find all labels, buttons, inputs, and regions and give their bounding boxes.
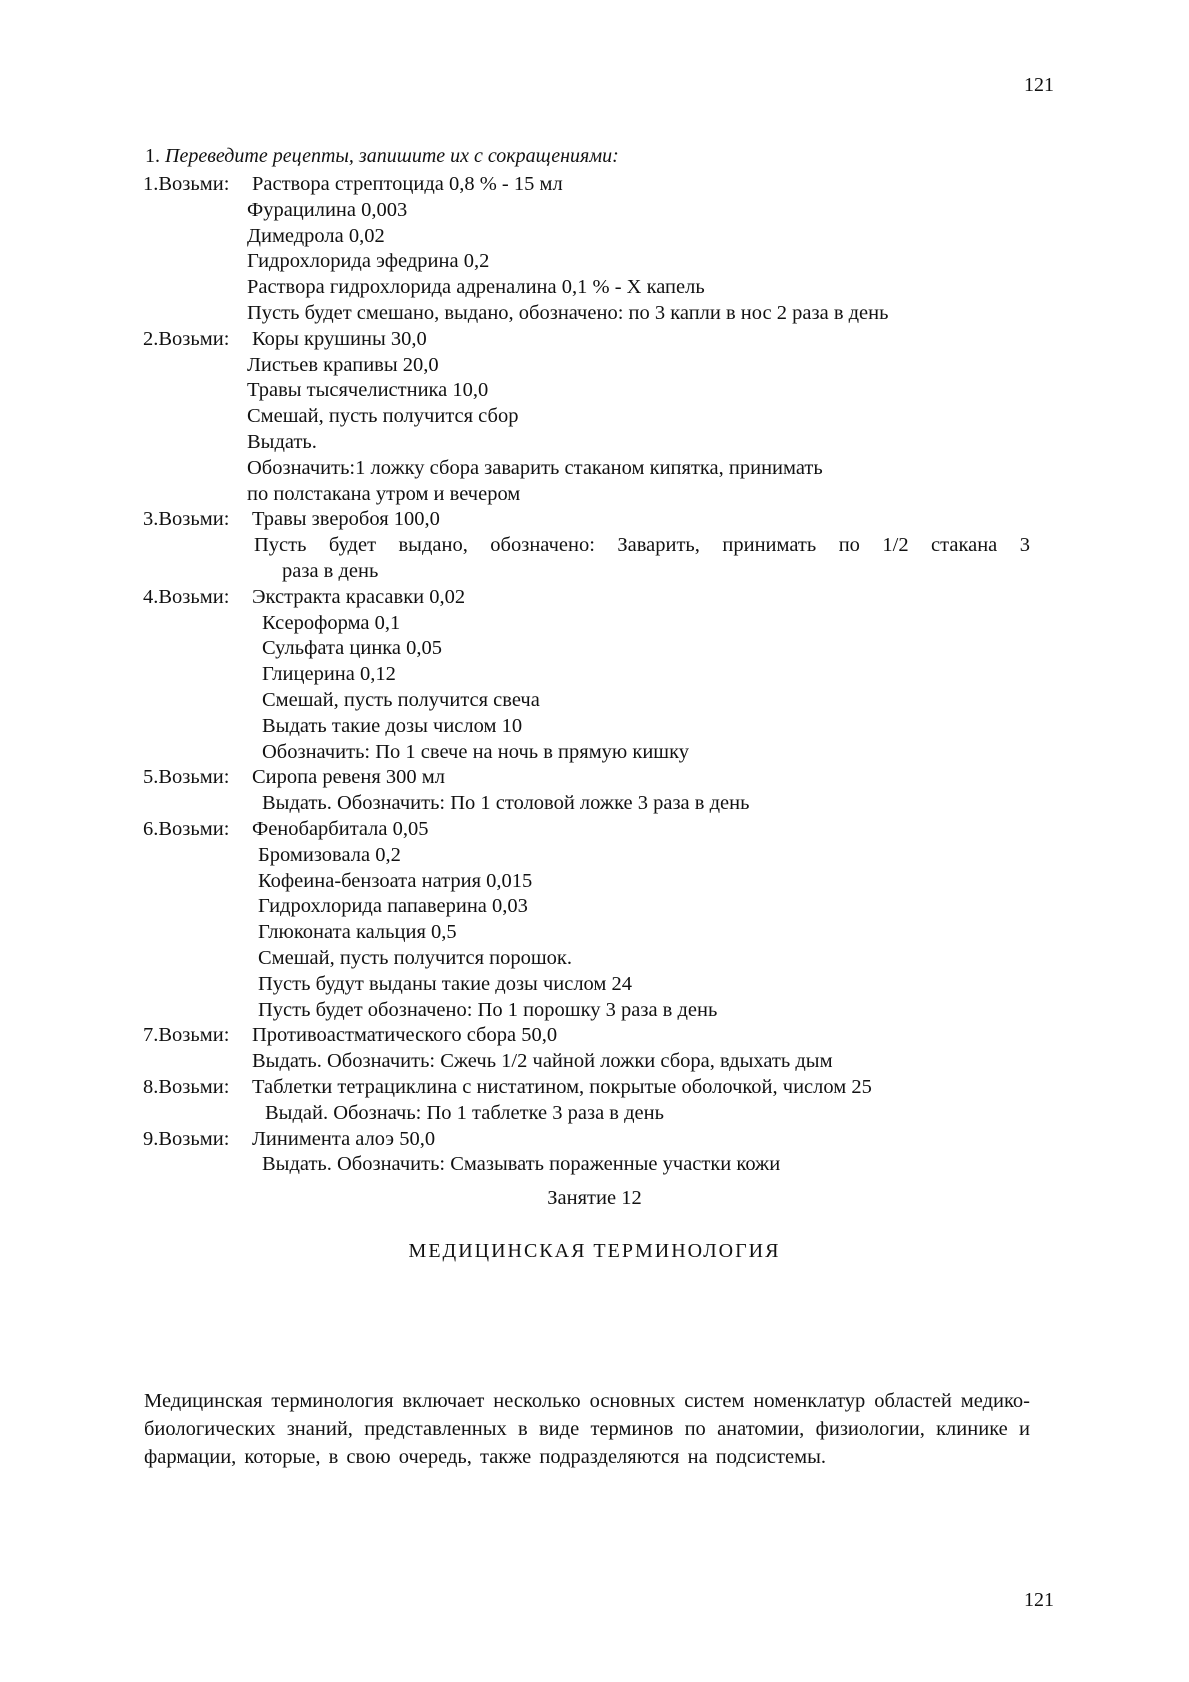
recipe-label: 5.Возьми:: [143, 766, 230, 789]
recipe-line: Гидрохлорида папаверина 0,03: [258, 895, 528, 918]
recipe-label: 1.Возьми:: [143, 173, 230, 195]
recipe-line: по полстакана утром и вечером: [247, 482, 521, 505]
recipe-line: Противоастматического сбора 50,0: [252, 1024, 558, 1047]
recipe-line: Гидрохлорида эфедрина 0,2: [247, 250, 490, 273]
recipe-line: Пусть будет выдано, обозначено: Заварить, принимать по 1/2 стакана 3: [254, 534, 1030, 557]
recipe-label: 2.Возьми:: [143, 327, 230, 350]
recipe-line: Сиропа ревеня 300 мл: [252, 766, 445, 789]
recipe-line: Пусть будут выданы такие дозы числом 24: [258, 972, 633, 995]
recipe-label: 6.Возьми:: [143, 818, 230, 840]
recipe-line: Смешай, пусть получится сбор: [247, 405, 519, 428]
recipe-line: Раствора стрептоцида 0,8 % - 15 мл: [252, 173, 563, 195]
recipe-line: Экстракта красавки 0,02: [252, 585, 466, 608]
recipe-line: Смешай, пусть получится порошок.: [258, 947, 573, 969]
recipe-line: раза в день: [282, 560, 379, 582]
recipe-line: Глюконата кальция 0,5: [258, 921, 457, 944]
recipe-line: Димедрола 0,02: [247, 224, 385, 247]
recipe-line: Смешай, пусть получится свеча: [262, 689, 540, 711]
task-heading: [145, 145, 619, 168]
recipe-line: Пусть будет обозначено: По 1 порошку 3 раза в день: [258, 998, 718, 1021]
intro-paragraph: Медицинская терминология включает несколько основных систем номенклатур областей медико-биологических знаний, представленных в виде терминов по анатомии, физиологии, клинике и фармации, которые, в свою очередь, также подразделяются на подсистемы.: [144, 1390, 1030, 1468]
recipe-label: 4.Возьми:: [143, 585, 230, 608]
recipe-line: Фенобарбитала 0,05: [252, 818, 429, 840]
recipe-line: Коры крушины 30,0: [252, 327, 427, 350]
recipe-label: 9.Возьми:: [143, 1127, 230, 1150]
lesson-label: Занятие 12: [547, 1187, 642, 1209]
recipe-line: Травы тысячелистника 10,0: [247, 379, 489, 402]
recipe-line: Ксероформа 0,1: [262, 611, 401, 634]
recipe-line: Выдай. Обозначь: По 1 таблетке 3 раза в день: [265, 1101, 664, 1124]
task-number: 1.: [145, 145, 160, 167]
recipe-label: 8.Возьми:: [143, 1076, 230, 1098]
recipe-line: Выдать.: [247, 431, 317, 453]
page-number-bottom: 121: [1024, 1589, 1054, 1611]
section-heading: МЕДИЦИНСКАЯ ТЕРМИНОЛОГИЯ: [408, 1240, 781, 1262]
recipe-line: Выдать. Обозначить: По 1 столовой ложке 3 раза в день: [262, 792, 750, 815]
recipe-line: Травы зверобоя 100,0: [252, 508, 440, 531]
recipe-line: Обозначить: По 1 свече на ночь в прямую кишку: [262, 740, 689, 763]
recipe-line: Фурацилина 0,003: [247, 198, 408, 221]
recipe-label: 7.Возьми:: [143, 1024, 230, 1047]
page-number-top: 121: [1024, 74, 1054, 96]
recipe-line: Кофеина-бензоата натрия 0,015: [258, 869, 533, 892]
recipe-line: Глицерина 0,12: [262, 663, 396, 686]
recipe-line: Раствора гидрохлорида адреналина 0,1 % - X капель: [247, 276, 705, 299]
recipe-line: Линимента алоэ 50,0: [252, 1127, 436, 1150]
recipe-line: Бромизовала 0,2: [258, 843, 401, 866]
recipe-label: 3.Возьми:: [143, 508, 230, 531]
recipe-line: Пусть будет смешано, выдано, обозначено: по 3 капли в нос 2 раза в день: [247, 302, 889, 324]
recipe-line: Выдать. Обозначить: Сжечь 1/2 чайной ложки сбора, вдыхать дым: [252, 1050, 833, 1073]
recipe-line: Выдать такие дозы числом 10: [262, 714, 523, 737]
recipe-line: Листьев крапивы 20,0: [247, 353, 439, 376]
recipe-line: Таблетки тетрациклина с нистатином, покрытые оболочкой, числом 25: [252, 1076, 872, 1098]
recipe-line: Выдать. Обозначить: Смазывать пораженные участки кожи: [262, 1153, 781, 1176]
task-title: Переведите рецепты, запишите их с сокращениями:: [165, 145, 619, 167]
recipe-line: Обозначить:1 ложку сбора заварить стаканом кипятка, принимать: [247, 456, 823, 479]
recipe-line: Сульфата цинка 0,05: [262, 637, 443, 660]
